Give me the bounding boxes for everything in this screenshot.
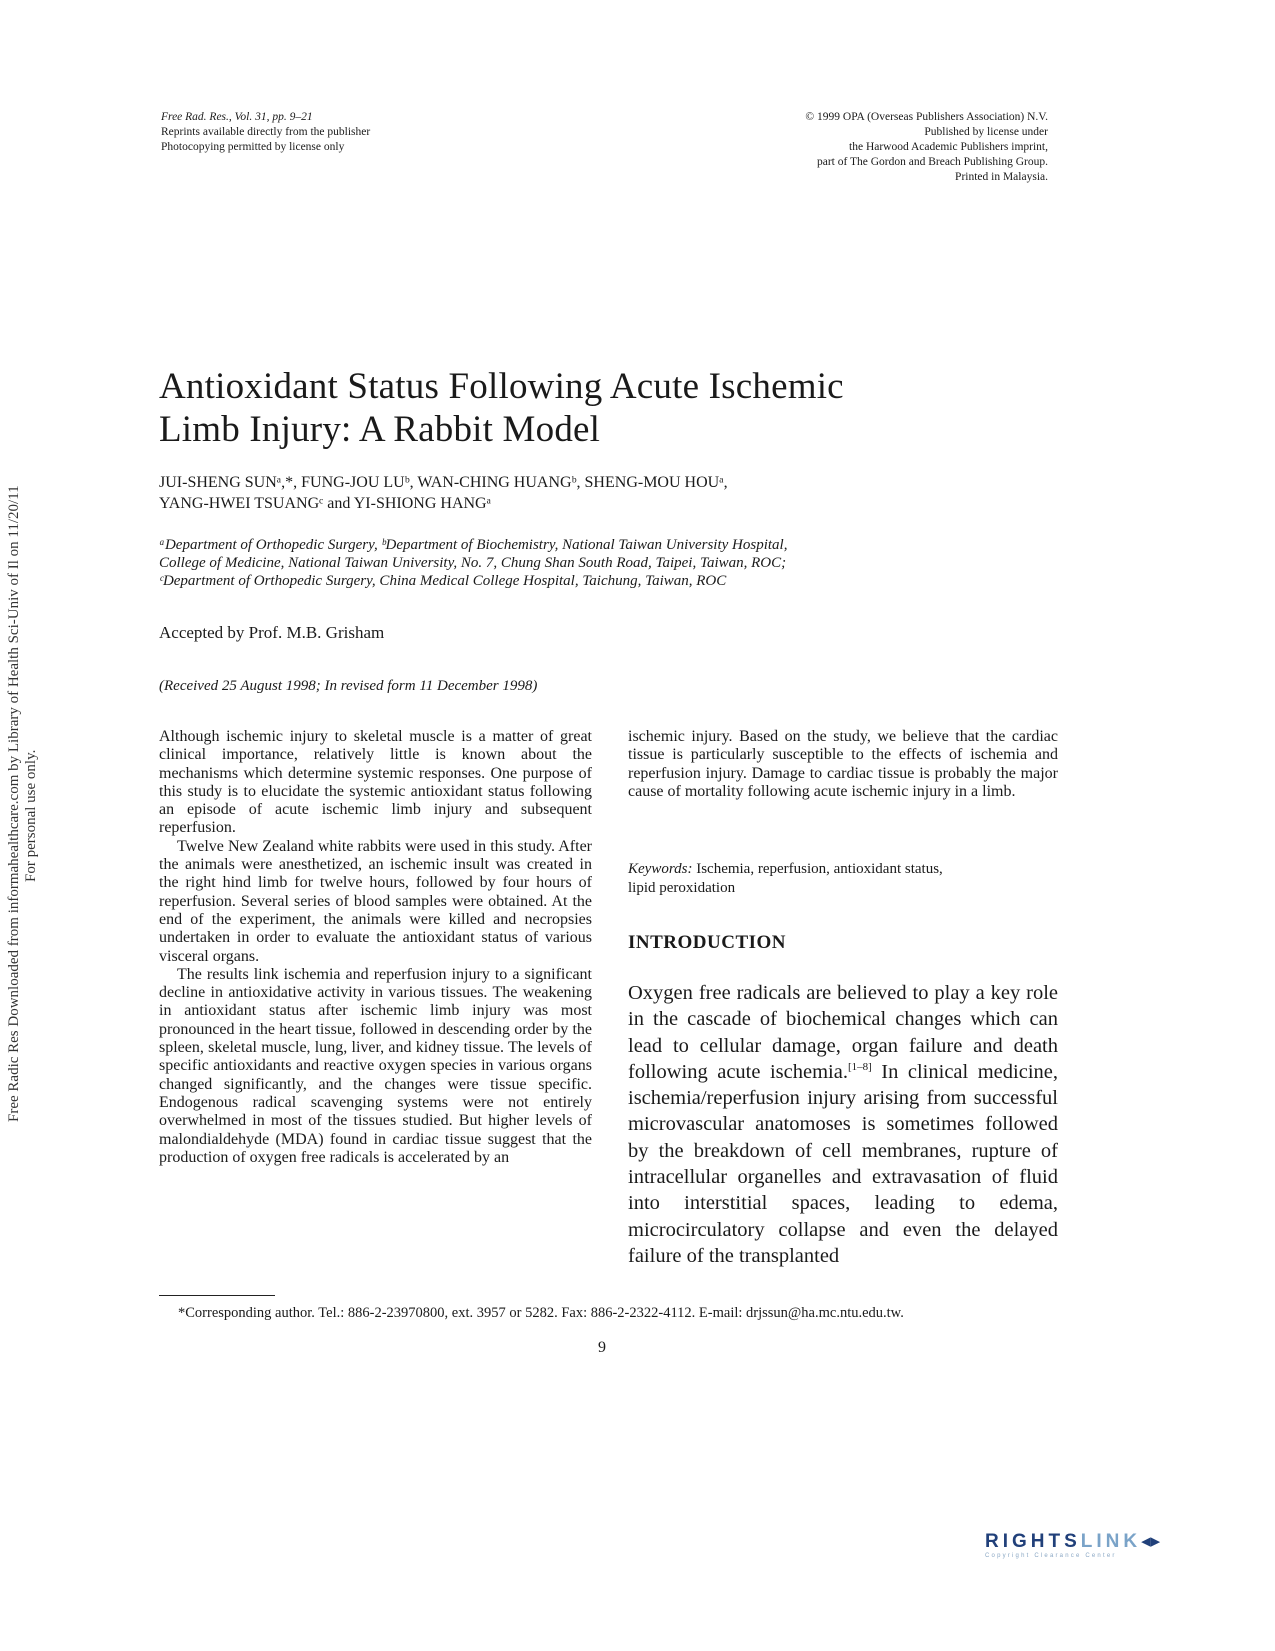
footnote-rule: [159, 1295, 275, 1296]
copyright-line: © 1999 OPA (Overseas Publishers Association) N.V.: [805, 111, 1048, 123]
abstract-right-column: [628, 728, 1058, 801]
introduction-paragraph: [628, 980, 1058, 1269]
abstract-left-column: [159, 728, 592, 1167]
intro-citation: [1–8]: [847, 1060, 872, 1073]
affiliation-line1: ᵃDepartment of Orthopedic Surgery, ᵇDepartment of Biochemistry, National Taiwan University Hospital,: [159, 537, 788, 553]
accepted-by: Accepted by Prof. M.B. Grisham: [159, 623, 385, 642]
affiliation-line3: ᶜDepartment of Orthopedic Surgery, China Medical College Hospital, Taichung, Taiwan, ROC: [159, 573, 727, 589]
intro-text-a: Oxygen free radicals are believed to play a key role in the cascade of biochemical changes which can lead to cellular damage, organ failure and death following acute ischemia.: [628, 982, 1058, 1083]
side-note-line2: For personal use only.: [23, 749, 39, 882]
title-line2: Limb Injury: A Rabbit Model: [159, 409, 601, 450]
rightslink-logo[interactable]: [985, 1530, 1200, 1559]
received-dates: (Received 25 August 1998; In revised form 11 December 1998): [159, 678, 538, 694]
journal-header-right: [805, 110, 1048, 185]
photocopy-note: Photocopying permitted by license only: [161, 141, 345, 153]
abstract-paragraph-1: Although ischemic injury to skeletal muscle is a matter of great clinical importance, relatively little is known about the mechanisms which determine systemic responses. One purpose of this study is to elucidate the systemic antioxidant status following an episode of acute ischemic limb injury and subsequent reperfusion.: [159, 728, 592, 837]
journal-citation: Free Rad. Res., Vol. 31, pp. 9–21: [161, 111, 313, 123]
journal-header-left: [161, 110, 370, 155]
printed-line: Printed in Malaysia.: [955, 171, 1048, 183]
authors-line2: YANG-HWEI TSUANGᶜ and YI-SHIONG HANGᵃ: [159, 495, 491, 512]
imprint-line: the Harwood Academic Publishers imprint,: [849, 141, 1048, 153]
introduction-heading: INTRODUCTION: [628, 932, 787, 953]
page-number: 9: [598, 1339, 606, 1356]
intro-text-b: In clinical medicine, ischemia/reperfusion injury arising from successful microvascular anatomoses is sometimes followed by the breakdown of cell membranes, rupture of intracellular organelles and extravasation of fluid into interstitial spaces, leading to edema, microcirculatory collapse and even the delayed failure of the transplanted: [628, 1060, 1058, 1267]
group-line: part of The Gordon and Breach Publishing Group.: [816, 156, 1048, 168]
keywords-line2: lipid peroxidation: [628, 879, 736, 896]
abstract-paragraph-2: Twelve New Zealand white rabbits were used in this study. After the animals were anesthetized, an ischemic insult was created in the right hind limb for twelve hours, followed by four hours of reperfusion. Several series of blood samples were obtained. At the end of the experiment, the animals were killed and necropsies undertaken in order to evaluate the antioxidant status of various visceral organs.: [159, 837, 592, 965]
keywords: [628, 860, 1058, 897]
article-title: [159, 365, 844, 451]
keywords-line1: Ischemia, reperfusion, antioxidant status,: [696, 861, 943, 877]
affiliations: [159, 536, 787, 590]
rightslink-subtitle: Copyright Clearance Center: [985, 1553, 1117, 1559]
side-note: [6, 485, 40, 1122]
footnote-corresponding-author: *Corresponding author. Tel.: 886-2-23970800, ext. 3957 or 5282. Fax: 886-2-2322-4112. E-mail: drjssun@ha.mc.ntu.edu.tw.: [178, 1305, 904, 1321]
abstract-paragraph-4: ischemic injury. Based on the study, we believe that the cardiac tissue is particularly susceptible to the effects of ischemia and reperfusion injury. Damage to cardiac tissue is probably the major cause of mortality following acute ischemic injury in a limb.: [628, 728, 1058, 800]
license-line: Published by license under: [924, 126, 1048, 138]
author-list: [159, 472, 728, 514]
rightslink-wordmark: RIGHTSLINK◂▸: [985, 1531, 1161, 1552]
rightslink-arrows-icon: ◂▸: [1141, 1531, 1161, 1552]
affiliation-line2: College of Medicine, National Taiwan University, No. 7, Chung Shan South Road, Taipei, Taiwan, ROC;: [159, 555, 787, 571]
reprint-note: Reprints available directly from the publisher: [161, 126, 371, 138]
abstract-paragraph-3: The results link ischemia and reperfusion injury to a significant decline in antioxidative activity in various tissues. The weakening in antioxidant status after ischemic limb injury was most pronounced in the heart tissue, followed in descending order by the spleen, skeletal muscle, lung, liver, and kidney tissue. The levels of specific antioxidants and reactive oxygen species in various organs changed significantly, and the changes were tissue specific. Endogenous radical scavenging systems were not entirely overwhelmed in most of the tissues studied. But higher levels of malondialdehyde (MDA) found in cardiac tissue suggest that the production of oxygen free radicals is accelerated by an: [159, 965, 592, 1166]
title-line1: Antioxidant Status Following Acute Ischemic: [159, 366, 844, 407]
side-note-line1: Free Radic Res Downloaded from informahealthcare.com by Library of Health Sci-Univ of Il on 11/20/11: [6, 485, 22, 1122]
authors-line1: JUI-SHENG SUNᵃ,*, FUNG-JOU LUᵇ, WAN-CHING HUANGᵇ, SHENG-MOU HOUᵃ,: [159, 474, 728, 491]
keywords-label: Keywords:: [628, 861, 693, 877]
